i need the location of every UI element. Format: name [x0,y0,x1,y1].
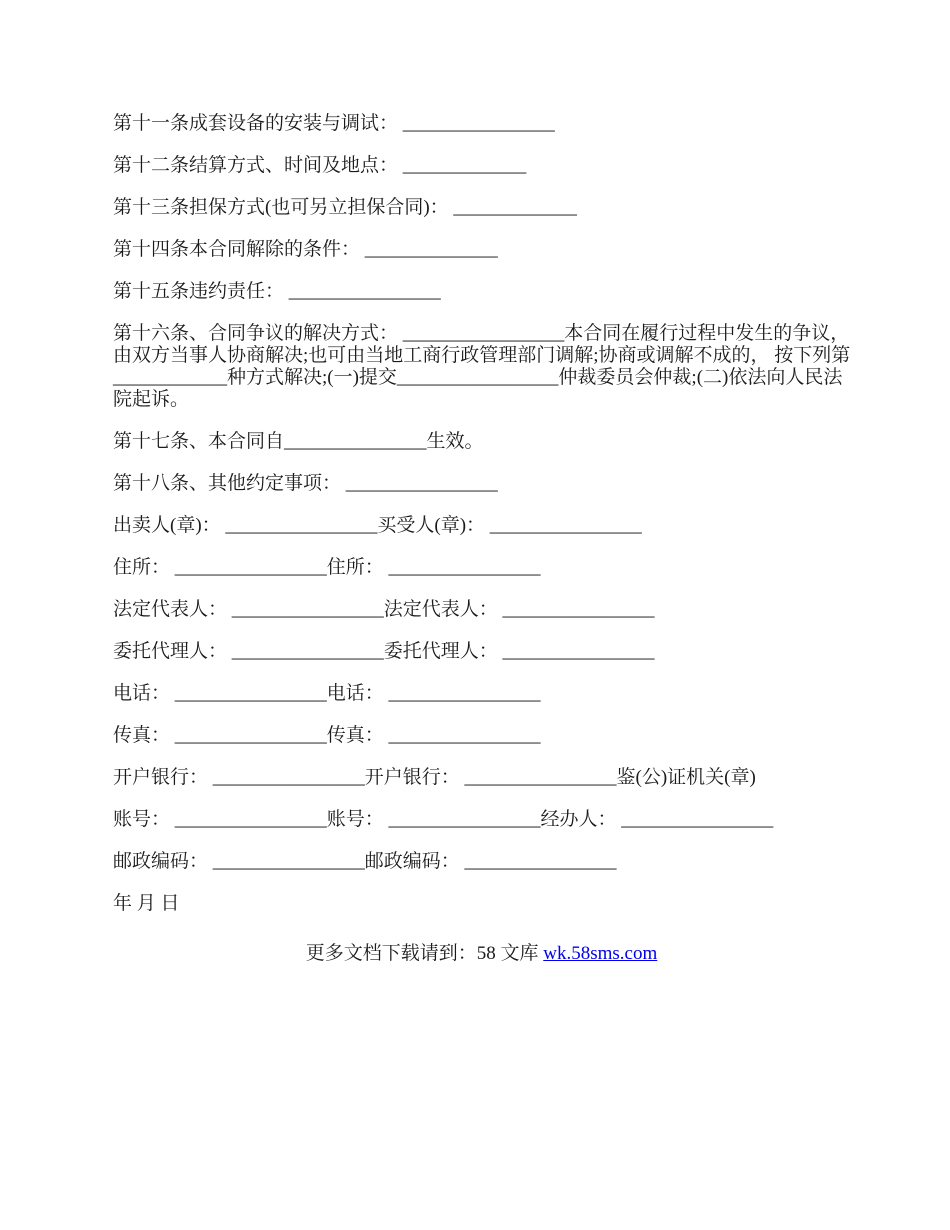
clause-16-line-1: 第十六条、合同争议的解决方式： _________________本合同在履行过程中发生的争议， [113,323,850,344]
download-footer-text: 更多文档下载请到：58 文库 [305,943,544,964]
clause-17: 第十七条、本合同自_______________生效。 [113,431,484,452]
clause-16-line-4: 院起诉。 [113,389,190,410]
legal-representative-line: 法定代表人： ________________法定代表人： ________________ [113,599,655,620]
clause-16-line-2: 由双方当事人协商解决;也可由当地工商行政管理部门调解;协商或调解不成的， 按下列第 [113,345,851,366]
postal-code-line: 邮政编码： ________________邮政编码： ________________ [113,851,617,872]
date-line: 年 月 日 [113,893,180,914]
clause-16-line-3: ____________种方式解决;(一)提交_________________仲裁委员会仲裁;(二)依法向人民法 [113,367,843,388]
account-line: 账号： ________________账号： ________________经办人： ________________ [113,809,774,830]
download-footer [113,943,850,965]
download-footer-link[interactable]: wk.58sms.com [543,943,658,964]
fax-line: 传真： ________________传真： ________________ [113,725,541,746]
clause-12: 第十二条结算方式、时间及地点： _____________ [113,155,527,176]
address-line: 住所： ________________住所： ________________ [113,557,541,578]
phone-line: 电话： ________________电话： ________________ [113,683,541,704]
authorized-agent-line: 委托代理人： ________________委托代理人： ________________ [113,641,655,662]
clause-16 [113,323,850,411]
clause-18: 第十八条、其他约定事项： ________________ [113,473,498,494]
clause-13: 第十三条担保方式(也可另立担保合同)： _____________ [113,197,577,218]
bank-line: 开户银行： ________________开户银行： ________________鉴(公)证机关(章) [113,767,756,788]
clause-14: 第十四条本合同解除的条件： ______________ [113,239,498,260]
clause-15: 第十五条违约责任： ________________ [113,281,441,302]
seller-buyer-seal-line: 出卖人(章)： ________________买受人(章)： ________________ [113,515,642,536]
clause-11: 第十一条成套设备的安装与调试： ________________ [113,113,555,134]
